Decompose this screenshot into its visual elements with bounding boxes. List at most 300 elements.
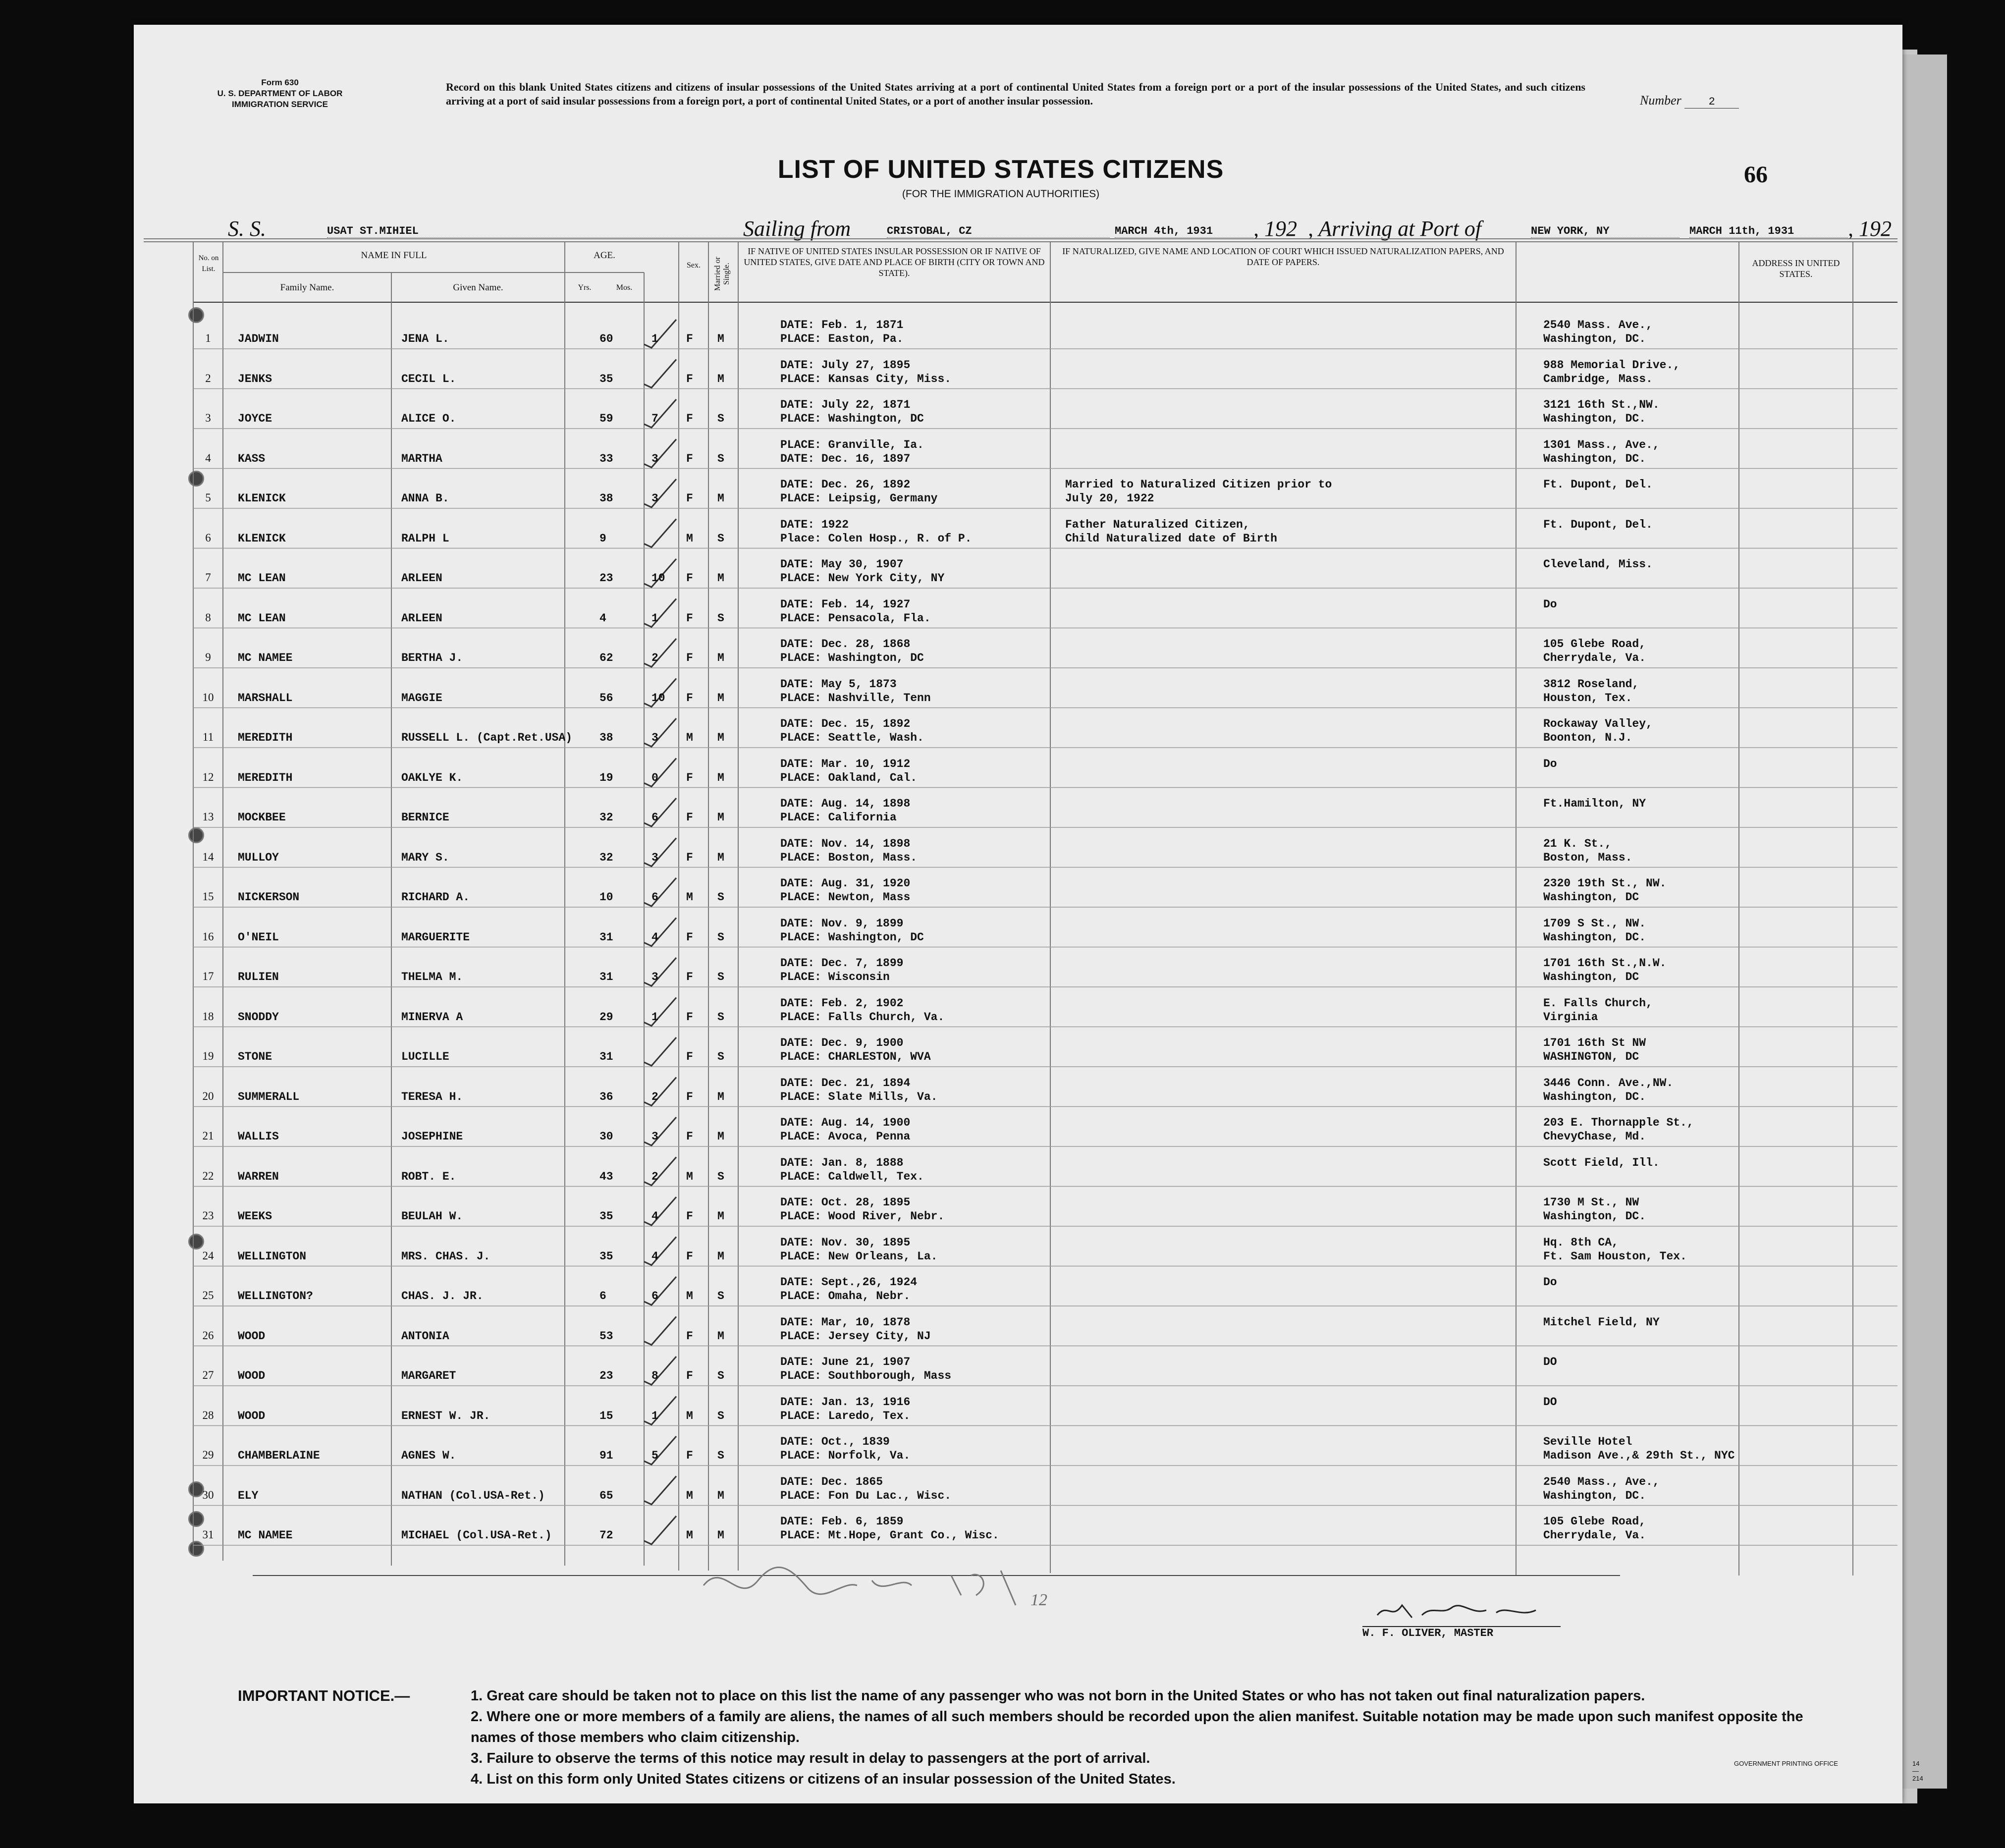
given-name: ANTONIA bbox=[401, 1329, 449, 1343]
marital-status: S bbox=[717, 1449, 724, 1462]
us-address-line-1: Seville Hotel bbox=[1543, 1435, 1632, 1448]
birth-date-place-line-1: DATE: Jan. 13, 1916 bbox=[780, 1395, 911, 1409]
us-address-line-1: DO bbox=[1543, 1395, 1557, 1409]
marital-status: S bbox=[717, 452, 724, 465]
notice-item-4: 4. List on this form only United States citizens or citizens of an insular possession of the United States. bbox=[471, 1771, 1176, 1787]
sex: F bbox=[686, 1210, 693, 1223]
age-months: 10 bbox=[651, 691, 665, 705]
given-name: CECIL L. bbox=[401, 372, 456, 385]
given-name: AGNES W. bbox=[401, 1449, 456, 1462]
given-name: ARLEEN bbox=[401, 572, 442, 585]
sex: F bbox=[686, 332, 693, 345]
age-years: 38 bbox=[599, 492, 613, 505]
row-number: 7 bbox=[205, 571, 211, 584]
given-name: BERTHA J. bbox=[401, 652, 463, 664]
marital-status: S bbox=[717, 1369, 724, 1382]
birth-date-place-line-1: DATE: Mar, 10, 1878 bbox=[780, 1315, 911, 1329]
age-months: 3 bbox=[651, 971, 658, 983]
marital-status: S bbox=[717, 930, 724, 944]
birth-date-place-line-2: PLACE: Omaha, Nebr. bbox=[780, 1290, 911, 1303]
given-name: OAKLYE K. bbox=[401, 771, 463, 784]
marital-status: M bbox=[717, 492, 724, 505]
us-address-line-1: Cleveland, Miss. bbox=[1543, 558, 1653, 571]
check-mark bbox=[644, 958, 676, 986]
sex: F bbox=[686, 1090, 693, 1103]
age-years: 32 bbox=[599, 811, 613, 824]
check-mark bbox=[644, 599, 676, 627]
svg-text:12: 12 bbox=[1030, 1591, 1047, 1609]
family-name: WELLINGTON? bbox=[238, 1290, 313, 1303]
birth-date-place-line-1: DATE: Aug. 31, 1920 bbox=[780, 877, 911, 890]
us-address-line-1: Do bbox=[1543, 1276, 1557, 1289]
check-mark bbox=[644, 1117, 676, 1145]
sex: F bbox=[686, 1369, 693, 1382]
birth-date-place-line-1: DATE: Dec. 1865 bbox=[780, 1475, 883, 1488]
age-months: 1 bbox=[651, 1409, 658, 1422]
family-name: KLENICK bbox=[238, 492, 286, 505]
sailing-date: MARCH 4th, 1931 bbox=[1115, 225, 1253, 238]
row-number: 13 bbox=[202, 811, 214, 823]
header-sex: Sex. bbox=[687, 261, 701, 270]
age-months: 3 bbox=[651, 492, 658, 505]
sex: F bbox=[686, 930, 693, 944]
us-address-line-2: Houston, Tex. bbox=[1543, 691, 1632, 705]
check-mark bbox=[644, 1277, 676, 1305]
age-months: 4 bbox=[651, 1210, 658, 1223]
arriving-date: MARCH 11th, 1931 bbox=[1689, 225, 1848, 238]
age-months: 4 bbox=[651, 1250, 658, 1263]
age-months: 3 bbox=[651, 452, 658, 465]
marital-status: M bbox=[717, 372, 724, 385]
row-number: 19 bbox=[202, 1050, 214, 1062]
given-name: ALICE O. bbox=[401, 412, 456, 425]
age-months: 6 bbox=[651, 891, 658, 904]
birth-date-place-line-2: PLACE: Newton, Mass bbox=[780, 891, 911, 904]
birth-date-place-line-2: PLACE: Seattle, Wash. bbox=[780, 731, 924, 744]
sex: F bbox=[686, 971, 693, 983]
us-address-line-1: 21 K. St., bbox=[1543, 837, 1612, 850]
row-number: 18 bbox=[202, 1010, 214, 1023]
arriving-label: , Arriving at Port of bbox=[1308, 217, 1481, 241]
check-mark bbox=[644, 1516, 676, 1544]
check-mark bbox=[644, 1237, 676, 1265]
family-name: MARSHALL bbox=[238, 691, 293, 705]
row-number: 15 bbox=[202, 890, 214, 903]
family-name: WALLIS bbox=[238, 1130, 279, 1143]
given-name: MARGUERITE bbox=[401, 930, 470, 944]
age-years: 31 bbox=[599, 930, 613, 944]
age-months: 1 bbox=[651, 1010, 658, 1024]
family-name: SUMMERALL bbox=[238, 1090, 300, 1103]
birth-date-place-line-2: Place: Colen Hosp., R. of P. bbox=[780, 532, 972, 545]
us-address-line-1: 105 Glebe Road, bbox=[1543, 638, 1646, 651]
sex: M bbox=[686, 1409, 693, 1422]
header-mos: Mos. bbox=[616, 283, 633, 292]
age-years: 31 bbox=[599, 1050, 613, 1063]
sailing-label: Sailing from bbox=[743, 217, 851, 241]
us-address-line-2: Madison Ave.,& 29th St., NYC bbox=[1543, 1449, 1735, 1462]
birth-date-place-line-2: PLACE: Oakland, Cal. bbox=[780, 771, 918, 784]
sex: F bbox=[686, 1050, 693, 1063]
age-years: 35 bbox=[599, 1250, 613, 1263]
birth-date-place-line-1: DATE: Dec. 28, 1868 bbox=[780, 638, 911, 651]
age-years: 38 bbox=[599, 731, 613, 744]
marital-status: S bbox=[717, 1050, 724, 1063]
age-years: 35 bbox=[599, 372, 613, 385]
family-name: JENKS bbox=[238, 372, 272, 385]
marital-status: M bbox=[717, 1329, 724, 1343]
given-name: ROBT. E. bbox=[401, 1170, 456, 1183]
family-name: NICKERSON bbox=[238, 891, 300, 904]
year-suffix-2: , 192 bbox=[1848, 217, 1892, 241]
family-name: MC NAMEE bbox=[238, 1529, 293, 1542]
given-name: ERNEST W. JR. bbox=[401, 1409, 490, 1422]
row-number: 2 bbox=[205, 372, 211, 384]
birth-date-place-line-1: DATE: June 21, 1907 bbox=[780, 1356, 911, 1368]
sex: F bbox=[686, 1130, 693, 1143]
check-mark bbox=[644, 360, 676, 388]
family-name: JADWIN bbox=[238, 332, 279, 345]
us-address-line-2: ChevyChase, Md. bbox=[1543, 1130, 1646, 1143]
birth-date-place-line-2: PLACE: Pensacola, Fla. bbox=[780, 611, 931, 625]
header-native: IF NATIVE OF UNITED STATES INSULAR POSSESSION OR IF NATIVE OF UNITED STATES, GIVE DATE AND PLACE OF BIRTH (CITY OR TOWN AND STATE). bbox=[744, 246, 1045, 278]
arriving-port: NEW YORK, NY bbox=[1531, 225, 1680, 238]
age-months: 2 bbox=[651, 652, 658, 664]
birth-date-place-line-1: PLACE: Granville, Ia. bbox=[780, 438, 924, 451]
check-mark bbox=[644, 439, 676, 468]
birth-date-place-line-2: PLACE: Washington, DC bbox=[780, 930, 924, 944]
form-code: 14—214 bbox=[1912, 1760, 1923, 1782]
check-mark bbox=[644, 878, 676, 906]
age-months: 2 bbox=[651, 1170, 658, 1183]
age-years: 29 bbox=[599, 1010, 613, 1024]
family-name: WOOD bbox=[238, 1329, 266, 1343]
family-name: WELLINGTON bbox=[238, 1250, 307, 1263]
sex: F bbox=[686, 1329, 693, 1343]
sex: M bbox=[686, 891, 693, 904]
us-address-line-1: Hq. 8th CA, bbox=[1543, 1236, 1619, 1249]
birth-date-place-line-2: PLACE: Wood River, Nebr. bbox=[780, 1210, 945, 1223]
check-mark bbox=[644, 838, 676, 867]
birth-date-place-line-2: PLACE: Norfolk, Va. bbox=[780, 1449, 911, 1462]
sex: F bbox=[686, 1250, 693, 1263]
check-mark bbox=[644, 479, 676, 507]
check-mark bbox=[644, 1357, 676, 1385]
check-mark bbox=[644, 798, 676, 826]
sex: F bbox=[686, 691, 693, 705]
sex: F bbox=[686, 611, 693, 625]
birth-date-place-line-1: DATE: Aug. 14, 1898 bbox=[780, 797, 911, 810]
marital-status: S bbox=[717, 611, 724, 625]
birth-date-place-line-2: PLACE: Washington, DC bbox=[780, 652, 924, 664]
given-name: MAGGIE bbox=[401, 691, 442, 705]
check-mark bbox=[644, 1476, 676, 1505]
check-mark bbox=[644, 759, 676, 787]
sex: F bbox=[686, 412, 693, 425]
us-address-line-1: 1730 M St., NW bbox=[1543, 1196, 1639, 1209]
age-months: 2 bbox=[651, 1090, 658, 1103]
row-number: 6 bbox=[205, 531, 211, 544]
check-mark bbox=[644, 320, 676, 348]
marital-status: S bbox=[717, 1170, 724, 1183]
header-yrs: Yrs. bbox=[578, 283, 592, 292]
given-name: ANNA B. bbox=[401, 492, 449, 505]
marital-status: S bbox=[717, 1010, 724, 1024]
birth-date-place-line-2: PLACE: Mt.Hope, Grant Co., Wisc. bbox=[780, 1529, 999, 1542]
birth-date-place-line-2: PLACE: Nashville, Tenn bbox=[780, 691, 931, 705]
family-name: RULIEN bbox=[238, 971, 279, 983]
us-address-line-1: Ft.Hamilton, NY bbox=[1543, 797, 1646, 810]
given-name: NATHAN (Col.USA-Ret.) bbox=[401, 1489, 545, 1502]
sex: M bbox=[686, 1489, 693, 1502]
family-name: MC LEAN bbox=[238, 611, 286, 625]
age-years: 59 bbox=[599, 412, 613, 425]
us-address-line-2: WASHINGTON, DC bbox=[1543, 1050, 1639, 1063]
birth-date-place-line-1: DATE: Feb. 1, 1871 bbox=[780, 319, 904, 331]
row-number: 17 bbox=[202, 970, 214, 982]
us-address-line-2: Virginia bbox=[1543, 1010, 1598, 1024]
birth-date-place-line-1: DATE: Jan. 8, 1888 bbox=[780, 1156, 904, 1169]
age-years: 56 bbox=[599, 691, 613, 705]
sex: F bbox=[686, 811, 693, 824]
marital-status: M bbox=[717, 851, 724, 864]
marital-status: M bbox=[717, 771, 724, 784]
birth-date-place-line-1: DATE: Dec. 15, 1892 bbox=[780, 717, 911, 730]
us-address-line-2: Washington, DC bbox=[1543, 971, 1639, 983]
sex: M bbox=[686, 1290, 693, 1303]
family-name: WEEKS bbox=[238, 1210, 272, 1223]
birth-date-place-line-2: PLACE: Easton, Pa. bbox=[780, 332, 904, 345]
given-name: JENA L. bbox=[401, 332, 449, 345]
marital-status: M bbox=[717, 1130, 724, 1143]
birth-date-place-line-2: PLACE: New Orleans, La. bbox=[780, 1250, 938, 1263]
age-years: 72 bbox=[599, 1529, 613, 1542]
marital-status: M bbox=[717, 1489, 724, 1502]
page-title: LIST OF UNITED STATES CITIZENS bbox=[777, 155, 1224, 184]
birth-date-place-line-2: PLACE: Wisconsin bbox=[780, 971, 890, 983]
sex: F bbox=[686, 851, 693, 864]
marital-status: S bbox=[717, 971, 724, 983]
row-number: 25 bbox=[202, 1289, 214, 1302]
sex: F bbox=[686, 652, 693, 664]
family-name: ELY bbox=[238, 1489, 259, 1502]
birth-date-place-line-1: DATE: Nov. 14, 1898 bbox=[780, 837, 911, 850]
birth-date-place-line-2: PLACE: Avoca, Penna bbox=[780, 1130, 911, 1143]
birth-date-place-line-1: DATE: Feb. 14, 1927 bbox=[780, 598, 911, 611]
marital-status: M bbox=[717, 1529, 724, 1542]
check-mark bbox=[644, 1317, 676, 1345]
age-months: 1 bbox=[651, 332, 658, 345]
us-address-line-2: Washington, DC. bbox=[1543, 1210, 1646, 1223]
row-number: 24 bbox=[202, 1249, 214, 1262]
sex: F bbox=[686, 492, 693, 505]
us-address-line-2: Cambridge, Mass. bbox=[1543, 372, 1653, 385]
us-address-line-2: Washington, DC. bbox=[1543, 1489, 1646, 1502]
us-address-line-2: Boonton, N.J. bbox=[1543, 731, 1632, 744]
age-years: 6 bbox=[599, 1290, 606, 1303]
us-address-line-1: 2320 19th St., NW. bbox=[1543, 877, 1667, 890]
birth-date-place-line-1: DATE: Nov. 9, 1899 bbox=[780, 917, 904, 930]
given-name: THELMA M. bbox=[401, 971, 463, 983]
marital-status: S bbox=[717, 1409, 724, 1422]
naturalization-note-line-1: Father Naturalized Citizen, bbox=[1065, 518, 1250, 531]
given-name: MRS. CHAS. J. bbox=[401, 1250, 490, 1263]
row-number: 10 bbox=[202, 691, 214, 704]
us-address-line-2: Cherrydale, Va. bbox=[1543, 1529, 1646, 1542]
age-years: 10 bbox=[599, 891, 613, 904]
check-mark bbox=[644, 399, 676, 428]
row-number: 28 bbox=[202, 1409, 214, 1421]
birth-date-place-line-1: DATE: July 22, 1871 bbox=[780, 398, 911, 411]
given-name: ARLEEN bbox=[401, 611, 442, 625]
back-sheet-2 bbox=[1902, 54, 1947, 1789]
us-address-line-2: Cherrydale, Va. bbox=[1543, 652, 1646, 664]
family-name: STONE bbox=[238, 1050, 272, 1063]
record-instructions: Record on this blank United States citizens and citizens of insular possessions of the United States arriving at a port of continental United States from a foreign port or a port of the insular possessions of the United States, and such citizens arriving at a port of said insular possessions from a foreign port, a port of continental United States, or a port of another insular possession. bbox=[446, 81, 1585, 107]
header-no: No. on List. bbox=[198, 254, 219, 273]
us-address-line-2: Washington, DC. bbox=[1543, 1090, 1646, 1103]
sailing-from: CRISTOBAL, CZ bbox=[887, 225, 1110, 238]
given-name: BEULAH W. bbox=[401, 1210, 463, 1223]
age-years: 4 bbox=[599, 611, 606, 625]
row-number: 9 bbox=[205, 651, 211, 663]
us-address-line-1: 3812 Roseland, bbox=[1543, 677, 1639, 691]
given-name: JOSEPHINE bbox=[401, 1130, 463, 1143]
check-mark bbox=[644, 1037, 676, 1066]
us-address-line-1: Do bbox=[1543, 757, 1557, 770]
birth-date-place-line-2: PLACE: California bbox=[780, 811, 897, 824]
birth-date-place-line-1: DATE: May 5, 1873 bbox=[780, 677, 897, 691]
us-address-line-2: Washington, DC. bbox=[1543, 332, 1646, 345]
birth-date-place-line-1: DATE: 1922 bbox=[780, 518, 849, 531]
age-years: 9 bbox=[599, 532, 606, 545]
check-mark bbox=[644, 998, 676, 1026]
birth-date-place-line-2: PLACE: Leipsig, Germany bbox=[780, 492, 938, 505]
row-number: 30 bbox=[202, 1488, 214, 1501]
birth-date-place-line-1: DATE: Feb. 2, 1902 bbox=[780, 996, 904, 1010]
family-name: MOCKBEE bbox=[238, 811, 286, 824]
birth-date-place-line-2: PLACE: Boston, Mass. bbox=[780, 851, 918, 864]
family-name: MC NAMEE bbox=[238, 652, 293, 664]
row-number: 11 bbox=[202, 731, 214, 743]
age-years: 60 bbox=[599, 332, 613, 345]
birth-date-place-line-1: DATE: Dec. 21, 1894 bbox=[780, 1076, 911, 1089]
check-mark bbox=[644, 1078, 676, 1106]
sex: F bbox=[686, 452, 693, 465]
number-value: 2 bbox=[1684, 96, 1739, 109]
form-number: Form 630 bbox=[261, 78, 299, 87]
us-address-line-1: 203 E. Thornapple St., bbox=[1543, 1116, 1694, 1129]
birth-date-place-line-1: DATE: Nov. 30, 1895 bbox=[780, 1236, 911, 1249]
row-number: 26 bbox=[202, 1329, 214, 1342]
family-name: MEREDITH bbox=[238, 731, 293, 744]
birth-date-place-line-2: PLACE: Southborough, Mass bbox=[780, 1369, 952, 1382]
age-months: 6 bbox=[651, 1290, 658, 1303]
age-years: 43 bbox=[599, 1170, 613, 1183]
birth-date-place-line-2: PLACE: Fon Du Lac., Wisc. bbox=[780, 1489, 952, 1502]
page-subtitle: (FOR THE IMMIGRATION AUTHORITIES) bbox=[902, 188, 1100, 200]
age-years: 30 bbox=[599, 1130, 613, 1143]
age-months: 10 bbox=[651, 572, 665, 585]
family-name: SNODDY bbox=[238, 1010, 279, 1024]
us-address-line-1: Ft. Dupont, Del. bbox=[1543, 518, 1653, 531]
sex: F bbox=[686, 372, 693, 385]
us-address-line-2: Ft. Sam Houston, Tex. bbox=[1543, 1250, 1687, 1263]
row-number: 5 bbox=[205, 491, 211, 504]
marital-status: M bbox=[717, 1250, 724, 1263]
marital-status: M bbox=[717, 652, 724, 664]
row-number: 16 bbox=[202, 930, 214, 943]
family-name: WOOD bbox=[238, 1409, 266, 1422]
age-years: 62 bbox=[599, 652, 613, 664]
row-number: 14 bbox=[202, 850, 214, 863]
given-name: RALPH L bbox=[401, 532, 449, 545]
manifest-page bbox=[134, 25, 1923, 1803]
given-name: LUCILLE bbox=[401, 1050, 449, 1063]
check-mark bbox=[644, 639, 676, 667]
row-number: 4 bbox=[205, 451, 211, 464]
marital-status: M bbox=[717, 691, 724, 705]
row-number: 29 bbox=[202, 1449, 214, 1461]
marital-status: M bbox=[717, 1090, 724, 1103]
us-address-line-1: Do bbox=[1543, 598, 1557, 611]
family-name: WARREN bbox=[238, 1170, 279, 1183]
sex: F bbox=[686, 1449, 693, 1462]
birth-date-place-line-2: PLACE: Caldwell, Tex. bbox=[780, 1170, 924, 1183]
us-address-line-1: 988 Memorial Drive., bbox=[1543, 358, 1680, 372]
row-number: 1 bbox=[205, 332, 211, 344]
family-name: KLENICK bbox=[238, 532, 286, 545]
us-address-line-1: Rockaway Valley, bbox=[1543, 717, 1653, 730]
age-months: 1 bbox=[651, 611, 658, 625]
family-name: O'NEIL bbox=[238, 930, 279, 944]
age-years: 65 bbox=[599, 1489, 613, 1502]
master-signature: W. F. OLIVER, MASTER bbox=[1362, 1626, 1561, 1639]
us-address-line-1: 2540 Mass. Ave., bbox=[1543, 319, 1653, 331]
birth-date-place-line-1: DATE: Sept.,26, 1924 bbox=[780, 1276, 918, 1289]
row-number: 3 bbox=[205, 412, 211, 424]
given-name: MINERVA A bbox=[401, 1010, 463, 1024]
age-months: 7 bbox=[651, 412, 658, 425]
sex: M bbox=[686, 532, 693, 545]
age-months: 3 bbox=[651, 1130, 658, 1143]
us-address-line-1: 3121 16th St.,NW. bbox=[1543, 398, 1660, 411]
marital-status: S bbox=[717, 532, 724, 545]
given-name: MICHAEL (Col.USA-Ret.) bbox=[401, 1529, 552, 1542]
year-suffix: , 192 bbox=[1253, 217, 1297, 241]
sex: F bbox=[686, 572, 693, 585]
check-mark bbox=[644, 1397, 676, 1425]
us-address-line-1: DO bbox=[1543, 1356, 1557, 1368]
us-address-line-1: Scott Field, Ill. bbox=[1543, 1156, 1660, 1169]
birth-date-place-line-2: DATE: Dec. 16, 1897 bbox=[780, 452, 911, 465]
birth-date-place-line-1: DATE: Oct., 1839 bbox=[780, 1435, 890, 1448]
header-age: AGE. bbox=[594, 250, 615, 261]
check-mark bbox=[644, 519, 676, 547]
age-months: 8 bbox=[651, 1369, 658, 1382]
birth-date-place-line-1: DATE: Dec. 9, 1900 bbox=[780, 1036, 904, 1049]
us-address-line-1: 2540 Mass., Ave., bbox=[1543, 1475, 1660, 1488]
department: U. S. DEPARTMENT OF LABOR bbox=[217, 89, 343, 98]
given-name: TERESA H. bbox=[401, 1090, 463, 1103]
age-months: 6 bbox=[651, 811, 658, 824]
check-mark bbox=[644, 1436, 676, 1465]
inspector-pencil-note bbox=[694, 1551, 1070, 1615]
us-address-line-2: Washington, DC. bbox=[1543, 930, 1646, 944]
birth-date-place-line-2: PLACE: Washington, DC bbox=[780, 412, 924, 425]
family-name: MC LEAN bbox=[238, 572, 286, 585]
given-name: RUSSELL L. (Capt.Ret.USA) bbox=[401, 731, 573, 744]
